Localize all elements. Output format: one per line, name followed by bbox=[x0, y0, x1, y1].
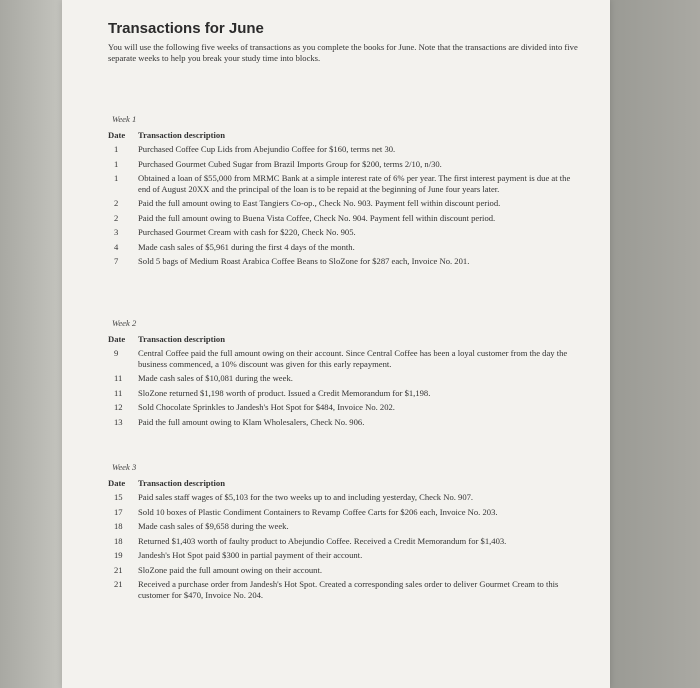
transaction-date: 18 bbox=[114, 535, 123, 546]
transaction-date: 9 bbox=[114, 348, 119, 358]
transaction-row bbox=[108, 242, 578, 253]
transaction-date: 17 bbox=[114, 506, 123, 517]
transaction-description: Sold Chocolate Sprinkles to Jandesh's Hot Spot for $484, Invoice No. 202. bbox=[138, 402, 395, 412]
transaction-row bbox=[108, 536, 578, 547]
date-column-header: Date bbox=[108, 334, 126, 344]
week-label: Week 1 bbox=[112, 114, 137, 124]
transaction-description: Sold 10 boxes of Plastic Condiment Containers to Revamp Coffee Carts for $206 each, Invoice No. 203. bbox=[138, 506, 498, 517]
transaction-row bbox=[108, 373, 578, 384]
left-background bbox=[0, 0, 62, 688]
transaction-row bbox=[108, 507, 578, 518]
transaction-row bbox=[108, 348, 578, 369]
transaction-date: 13 bbox=[114, 416, 123, 427]
transaction-date: 11 bbox=[114, 387, 123, 398]
week-3-section bbox=[108, 462, 578, 600]
transaction-description: Made cash sales of $5,961 during the first 4 days of the month. bbox=[138, 241, 355, 252]
intro-paragraph: You will use the following five weeks of transactions as you complete the books for June. Note that the transactions are divided into five separate weeks to help you break your study time into blocks. bbox=[108, 42, 578, 63]
transaction-description: Central Coffee paid the full amount owing on their account. Since Central Coffee has been a loyal customer from the day the business commenced, a 10% discount was given for this early repayment. bbox=[138, 348, 568, 369]
transaction-row bbox=[108, 565, 578, 576]
transaction-row bbox=[108, 213, 578, 224]
week-2-section bbox=[108, 318, 578, 427]
table-header bbox=[108, 130, 578, 140]
transaction-description: Sold 5 bags of Medium Roast Arabica Coffee Beans to SloZone for $287 each, Invoice No. 201. bbox=[138, 256, 470, 266]
transaction-description: Purchased Gourmet Cubed Sugar from Brazil Imports Group for $200, terms 2/10, n/30. bbox=[138, 158, 442, 169]
date-column-header: Date bbox=[108, 478, 126, 488]
transaction-description: SloZone returned $1,198 worth of product. Issued a Credit Memorandum for $1,198. bbox=[138, 387, 431, 398]
table-header bbox=[108, 334, 578, 344]
transaction-description: Paid sales staff wages of $5,103 for the two weeks up to and including yesterday, Check No. 907. bbox=[138, 492, 474, 502]
transaction-date: 1 bbox=[114, 144, 119, 154]
transaction-row bbox=[108, 579, 578, 600]
transaction-date: 11 bbox=[114, 373, 123, 383]
transaction-row bbox=[108, 417, 578, 428]
transaction-row bbox=[108, 402, 578, 413]
description-column-header: Transaction description bbox=[138, 478, 225, 488]
page-title: Transactions for June bbox=[108, 20, 264, 37]
transaction-date: 21 bbox=[114, 564, 123, 575]
transaction-description: Made cash sales of $9,658 during the week. bbox=[138, 521, 289, 531]
week-label: Week 2 bbox=[112, 318, 137, 328]
transaction-date: 2 bbox=[114, 212, 119, 223]
transaction-date: 3 bbox=[114, 227, 119, 237]
transaction-row bbox=[108, 159, 578, 170]
transaction-row bbox=[108, 492, 578, 503]
transaction-description: Returned $1,403 worth of faulty product to Abejundio Coffee. Received a Credit Memorandum for $1,403. bbox=[138, 535, 507, 546]
transaction-row bbox=[108, 173, 578, 194]
transaction-date: 19 bbox=[114, 550, 123, 560]
date-column-header: Date bbox=[108, 130, 126, 140]
transaction-row bbox=[108, 550, 578, 561]
transaction-date: 1 bbox=[114, 158, 119, 169]
transaction-description: Paid the full amount owing to Buena Vista Coffee, Check No. 904. Payment fell within discount period. bbox=[138, 212, 496, 223]
transaction-description: Paid the full amount owing to East Tangiers Co-op., Check No. 903. Payment fell within discount period. bbox=[138, 198, 501, 208]
week-1-section bbox=[108, 114, 578, 267]
transaction-date: 15 bbox=[114, 492, 123, 502]
transaction-row bbox=[108, 388, 578, 399]
transaction-description: Made cash sales of $10,081 during the week. bbox=[138, 373, 293, 383]
transaction-row bbox=[108, 521, 578, 532]
transaction-row bbox=[108, 198, 578, 209]
right-background bbox=[610, 0, 700, 688]
transaction-description: Received a purchase order from Jandesh's Hot Spot. Created a corresponding sales order to deliver Gourmet Cream to this customer for $470, Invoice No. 204. bbox=[138, 579, 559, 600]
transaction-date: 12 bbox=[114, 402, 123, 412]
transaction-date: 21 bbox=[114, 579, 123, 589]
transaction-description: SloZone paid the full amount owing on their account. bbox=[138, 564, 323, 575]
table-header bbox=[108, 478, 578, 488]
transaction-row bbox=[108, 256, 578, 267]
transaction-description: Jandesh's Hot Spot paid $300 in partial payment of their account. bbox=[138, 550, 363, 560]
transaction-row bbox=[108, 227, 578, 238]
transaction-description: Purchased Coffee Cup Lids from Abejundio Coffee for $160, terms net 30. bbox=[138, 144, 396, 154]
transaction-date: 7 bbox=[114, 256, 119, 266]
transaction-date: 2 bbox=[114, 198, 119, 208]
document-page bbox=[62, 0, 610, 688]
description-column-header: Transaction description bbox=[138, 130, 225, 140]
transaction-description: Paid the full amount owing to Klam Wholesalers, Check No. 906. bbox=[138, 416, 365, 427]
transaction-date: 1 bbox=[114, 173, 119, 183]
transaction-date: 4 bbox=[114, 241, 119, 252]
week-label: Week 3 bbox=[112, 462, 137, 472]
transaction-description: Purchased Gourmet Cream with cash for $220, Check No. 905. bbox=[138, 227, 356, 237]
transaction-row bbox=[108, 144, 578, 155]
description-column-header: Transaction description bbox=[138, 334, 225, 344]
transaction-description: Obtained a loan of $55,000 from MRMC Bank at a simple interest rate of 6% per year. The first interest payment is due at the end of August 20XX and the principal of the loan is to be repaid at the beginning of June four years later. bbox=[138, 173, 571, 194]
transaction-date: 18 bbox=[114, 521, 123, 531]
